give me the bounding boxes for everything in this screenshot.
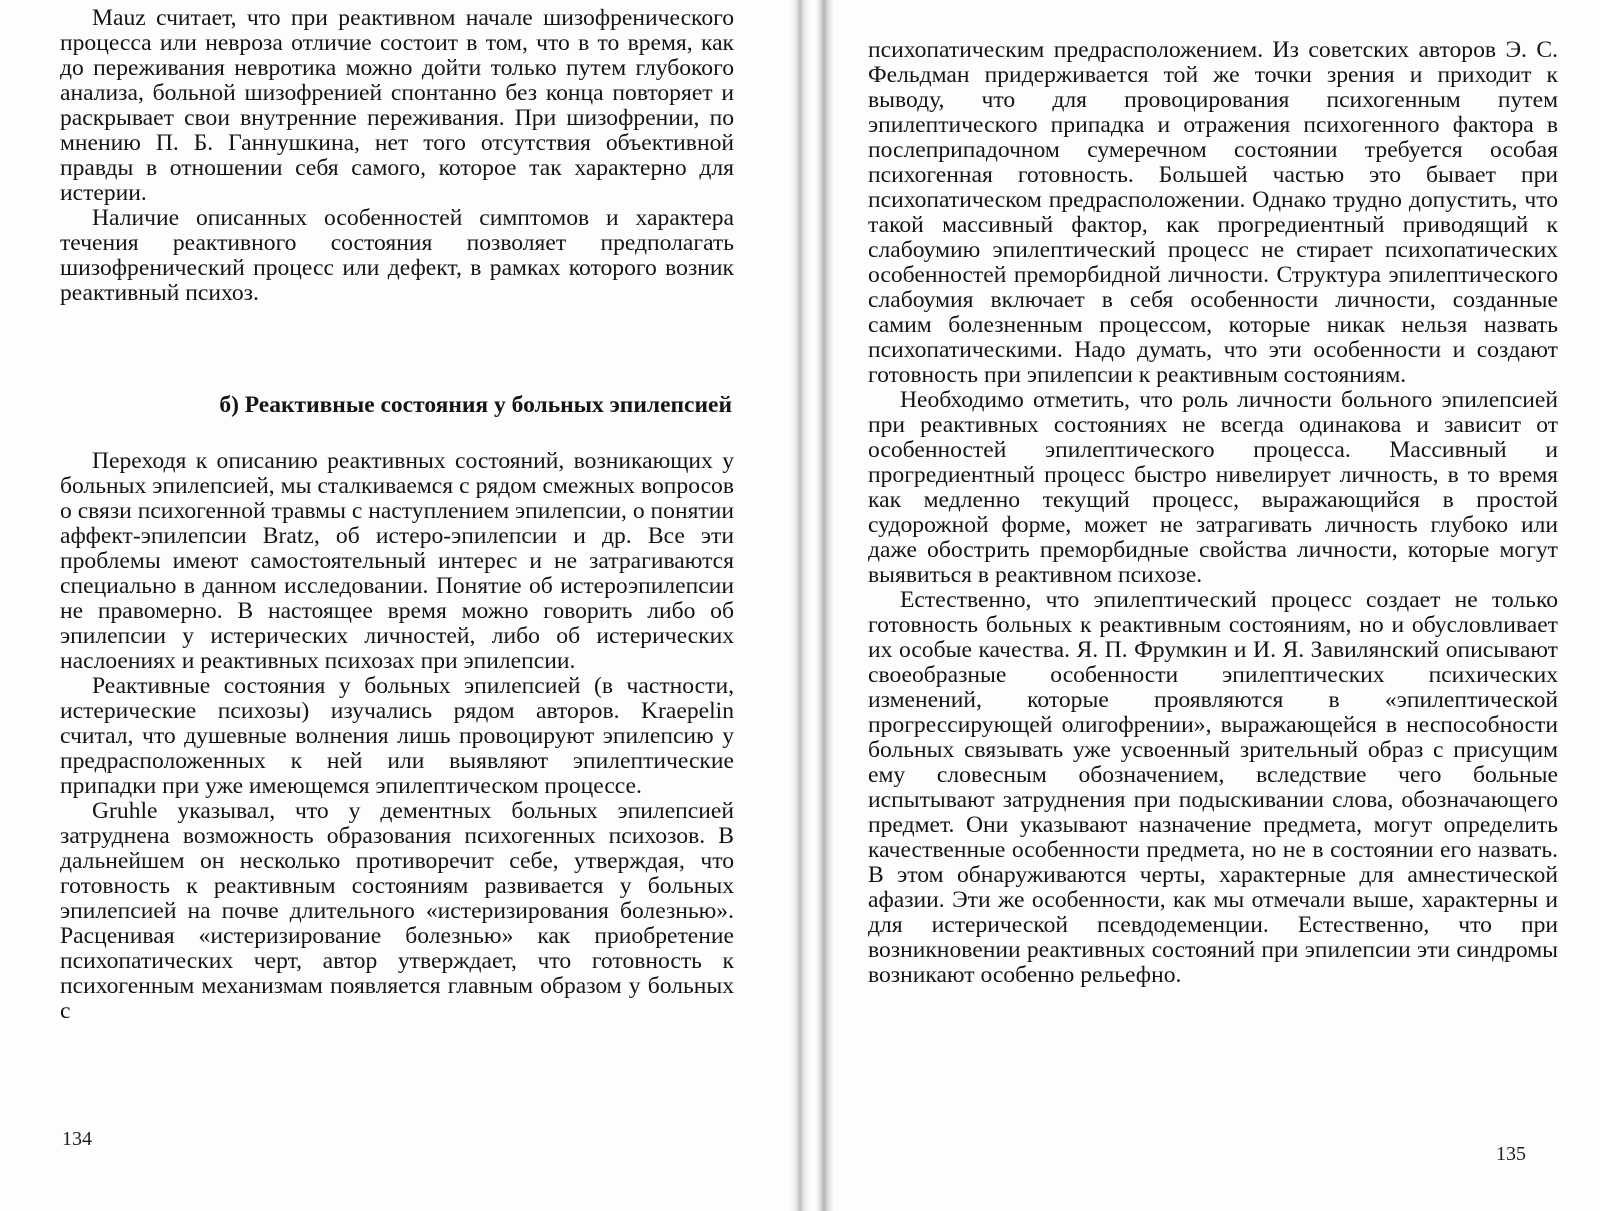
page-number-left: 134 xyxy=(62,1128,92,1150)
paragraph: Переходя к описанию реактивных состояний, возникающих у больных эпилепсией, мы сталкиваемся с рядом смежных вопросов о связи психогенной травмы с наступлением эпилепсии, о понятии аффект-эпилепсии Bratz, об истеро-эпилепсии и др. Все эти проблемы имеют самостоятельный интерес и не затрагиваются специально в данном исследовании. Понятие об истероэпилепсии не правомерно. В настоящее время можно говорить либо об эпилепсии у истерических личностей, либо об истерических наслоениях и реактивных психозах при эпилепсии. xyxy=(60,448,734,674)
paragraph: Mauz считает, что при реактивном начале шизофренического процесса или невроза отличие состоит в том, что в то время, как до переживания невротика можно дойти только путем глубокого анализа, больной шизофренией спонтанно без конца повторяет и раскрывает свои внутренние переживания. При шизофрении, по мнению П. Б. Ганнушкина, нет того отсутствия объективной правды в отношении себя самого, которое так характерно для истерии. xyxy=(60,5,734,206)
left-page-text-top xyxy=(60,6,734,338)
book-spine-shadow xyxy=(790,0,842,1211)
paragraph: Наличие описанных особенностей симптомов и характера течения реактивного состояния позволяет предполагать шизофренический процесс или дефект, в рамках которого возник реактивный психоз. xyxy=(60,205,734,306)
right-page-text xyxy=(868,38,1558,988)
paragraph: Gruhle указывал, что у дементных больных эпилепсией затруднена возможность образования психогенных психозов. В дальнейшем он несколько противоречит себе, утверждая, что готовность к реактивным состояниям развивается у больных эпилепсией на почве длительного «истеризирования болезнью». Расценивая «истеризирование болезнью» как приобретение психопатических черт, автор утверждает, что готовность к психогенным механизмам появляется главным образом у больных с xyxy=(60,798,734,1024)
section-heading: б) Реактивные состояния у больных эпилепсией xyxy=(219,392,732,418)
paragraph: психопатическим предрасположением. Из советских авторов Э. С. Фельдман придерживается той же точки зрения и приходит к выводу, что для провоцирования психогенным путем эпилептического припадка и отражения психогенного фактора в послеприпадочном сумеречном состоянии требуется особая психогенная готовность. Большей частью это бывает при психопатическом предрасположении. Однако трудно допустить, что такой массивный фактор, как прогредиентный приводящий к слабоумию эпилептический процесс не стирает психопатических особенностей преморбидной личности. Структура эпилептического слабоумия включает в себя особенности личности, созданные самим болезненным процессом, которые никак нельзя назвать психопатическими. Надо думать, что эти особенности и создают готовность при эпилепсии к реактивным состояниям. xyxy=(868,37,1558,388)
page-number-right: 135 xyxy=(1496,1143,1526,1165)
left-page xyxy=(0,0,790,1211)
left-page-text-bottom xyxy=(60,449,734,1024)
right-page xyxy=(842,0,1600,1211)
paragraph: Необходимо отметить, что роль личности больного эпилепсией при реактивных состояниях не всегда одинакова и зависит от особенностей эпилептического процесса. Массивный и прогредиентный процесс быстро нивелирует личность, в то время как медленно текущий процесс, выражающийся в простой судорожной форме, может не затрагивать личность глубоко или даже обострить преморбидные свойства личности, которые могут выявиться в реактивном психозе. xyxy=(868,387,1558,588)
paragraph: Естественно, что эпилептический процесс создает не только готовность больных к реактивным состояниям, но и обусловливает их особые качества. Я. П. Фрумкин и И. Я. Завилянский описывают своеобразные особенности эпилептических психических изменений, которые проявляются в «эпилептической прогрессирующей олигофрении», выражающейся в неспособности больных связывать уже усвоенный зрительный образ с присущим ему словесным обозначением, вследствие чего больные испытывают затруднения при подыскивании слова, обозначающего предмет. Они указывают назначение предмета, могут определить качественные особенности предмета, но не в состоянии его назвать. В этом обнаруживаются черты, характерные для амнестической афазии. Эти же особенности, как мы отмечали выше, характерны и для истерической псевдодеменции. Естественно, что при возникновении реактивных состояний при эпилепсии эти синдромы возникают особенно рельефно. xyxy=(868,587,1558,988)
paragraph: Реактивные состояния у больных эпилепсией (в частности, истерические психозы) изучались рядом авторов. Kraepelin считал, что душевные волнения лишь провоцируют эпилепсию у предрасположенных к ней или выявляют эпилептические припадки при уже имеющемся эпилептическом процессе. xyxy=(60,673,734,799)
